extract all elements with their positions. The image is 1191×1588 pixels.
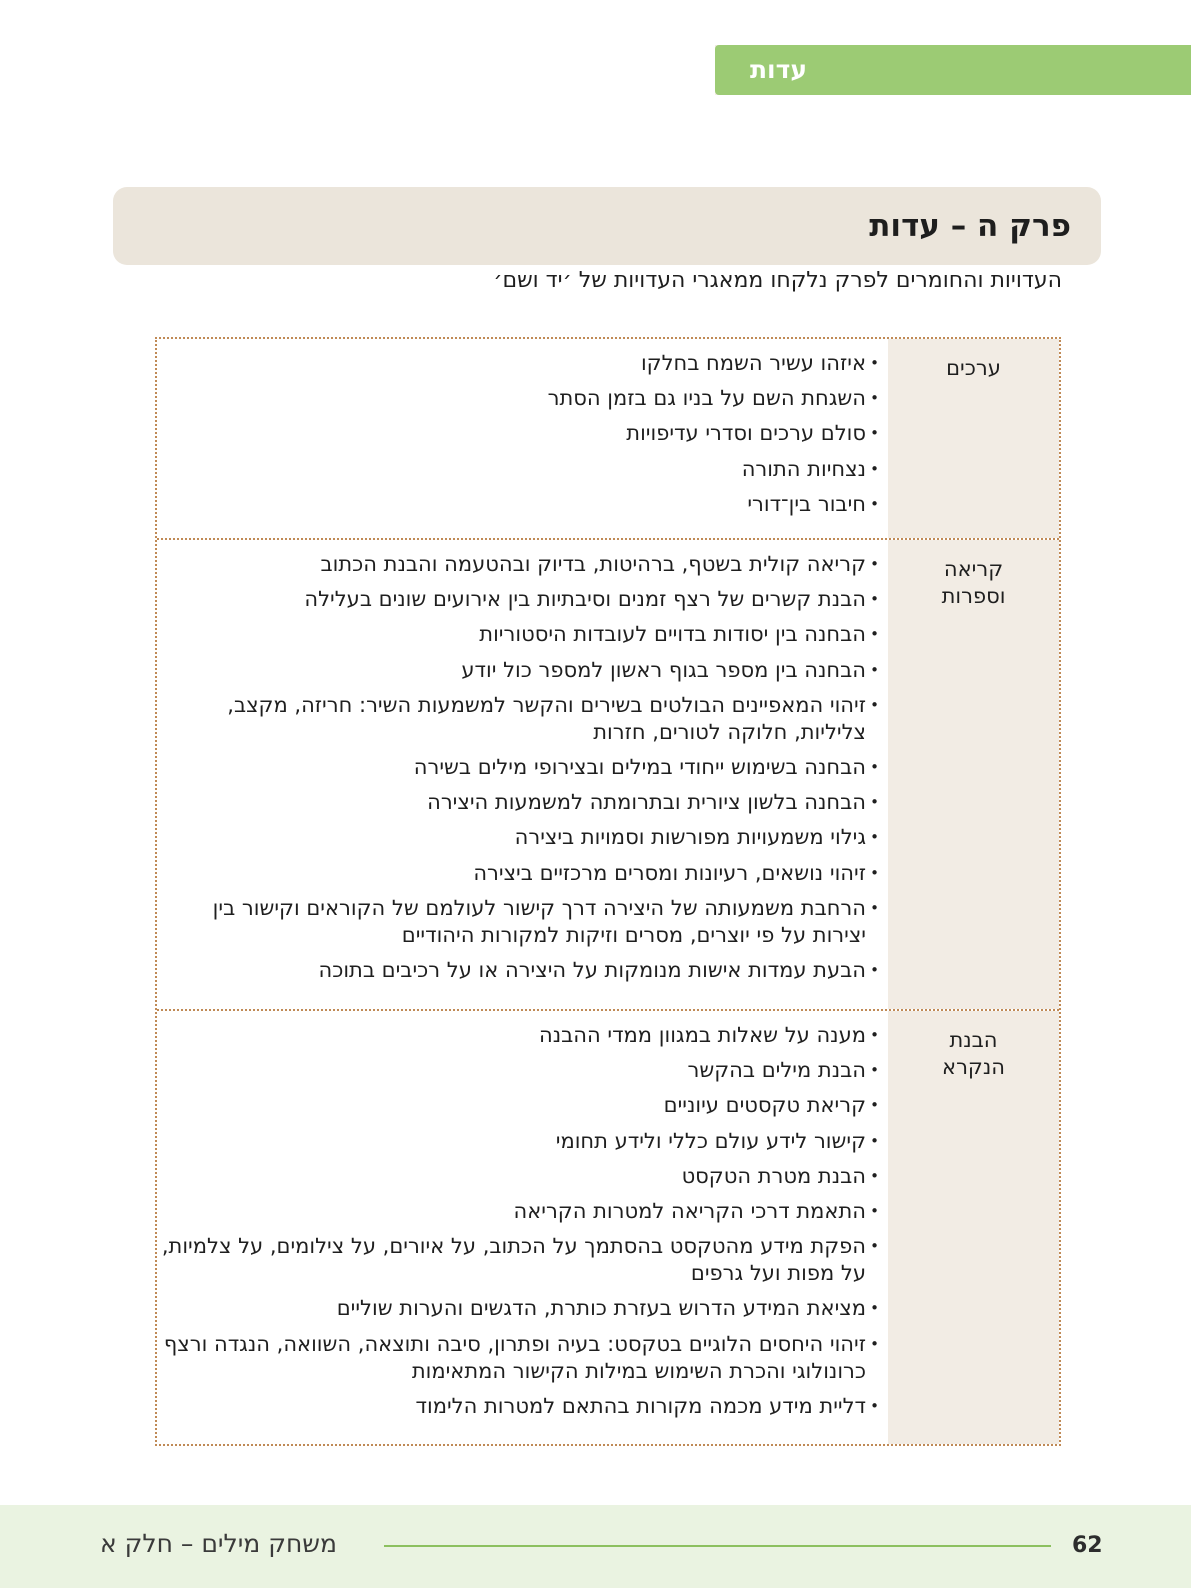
footer-divider	[384, 1545, 1051, 1547]
table-row	[157, 1011, 1059, 1444]
list-item: • מציאת המידע הדרוש בעזרת כותרת, הדגשים והערות שוליים	[161, 1295, 879, 1322]
list-item: • הבחנה בין מספר בגוף ראשון למספר כול יודע	[161, 657, 879, 684]
list-item: • הבנת קשרים של רצף זמנים וסיבתיות בין אירועים שונים בעלילה	[161, 586, 879, 613]
list-item: • דליית מידע מכמה מקורות בהתאם למטרות הלימוד	[161, 1393, 879, 1420]
list-item: • קריאת טקסטים עיוניים	[161, 1092, 879, 1119]
list-item: • מענה על שאלות במגוון ממדי ההבנה	[161, 1022, 879, 1049]
list-item: • הבנת מילים בהקשר	[161, 1057, 879, 1084]
list-item: • זיהוי המאפיינים הבולטים בשירים והקשר למשמעות השיר: חריזה, מקצב, צליליות, חלוקה לטורים, חזרות	[161, 692, 879, 746]
table-row	[157, 540, 1059, 1011]
table-row	[157, 339, 1059, 540]
list-item: • הפקת מידע מהטקסט בהסתמך על הכתוב, על איורים, על צילומים, על צלמיות, על מפות ועל גרפים	[161, 1233, 879, 1287]
list-item: • הבנת מטרת הטקסט	[161, 1163, 879, 1190]
chapter-title: פרק ה – עדות	[113, 187, 1101, 265]
row-items	[157, 1011, 888, 1444]
list-item: • סולם ערכים וסדרי עדיפויות	[161, 420, 879, 447]
list-item: • הבחנה בשימוש ייחודי במילים ובצירופי מילים בשירה	[161, 754, 879, 781]
list-item: • זיהוי נושאים, רעיונות ומסרים מרכזיים ביצירה	[161, 860, 879, 887]
list-item: • השגחת השם על בניו גם בזמן הסתר	[161, 385, 879, 412]
list-item: • חיבור בין־דורי	[161, 491, 879, 518]
skills-table	[155, 337, 1061, 1446]
row-items	[157, 339, 888, 538]
row-label: הבנת הנקרא	[888, 1011, 1059, 1444]
list-item: • הבעת עמדות אישות מנומקות על היצירה או על רכיבים בתוכה	[161, 957, 879, 984]
list-item: • הבחנה בין יסודות בדויים לעובדות היסטוריות	[161, 621, 879, 648]
page-number: 62	[1072, 1533, 1103, 1558]
book-title: משחק מילים – חלק א	[100, 1529, 337, 1558]
list-item: • גילוי משמעויות מפורשות וסמויות ביצירה	[161, 824, 879, 851]
list-item: • התאמת דרכי הקריאה למטרות הקריאה	[161, 1198, 879, 1225]
section-tab: עדות	[715, 45, 1191, 95]
list-item: • הבחנה בלשון ציורית ובתרומתה למשמעות היצירה	[161, 789, 879, 816]
list-item: • קריאה קולית בשטף, ברהיטות, בדיוק ובהטעמה והבנת הכתוב	[161, 551, 879, 578]
list-item: • נצחיות התורה	[161, 456, 879, 483]
list-item: • הרחבת משמעותה של היצירה דרך קישור לעולמם של הקוראים וקישור בין יצירות על פי יוצרים, מסרים וזיקות למקורות היהודיים	[161, 895, 879, 949]
chapter-subtitle: העדויות והחומרים לפרק נלקחו ממאגרי העדויות של ׳יד ושם׳	[493, 268, 1062, 293]
row-label: ערכים	[888, 339, 1059, 538]
row-items	[157, 540, 888, 1009]
list-item: • קישור לידע עולם כללי ולידע תחומי	[161, 1128, 879, 1155]
row-label: קריאה וספרות	[888, 540, 1059, 1009]
list-item: • איזהו עשיר השמח בחלקו	[161, 350, 879, 377]
list-item: • זיהוי היחסים הלוגיים בטקסט: בעיה ופתרון, סיבה ותוצאה, השוואה, הנגדה ורצף כרונולוגי והכרת השימוש במילות הקישור המתאימות	[161, 1331, 879, 1385]
